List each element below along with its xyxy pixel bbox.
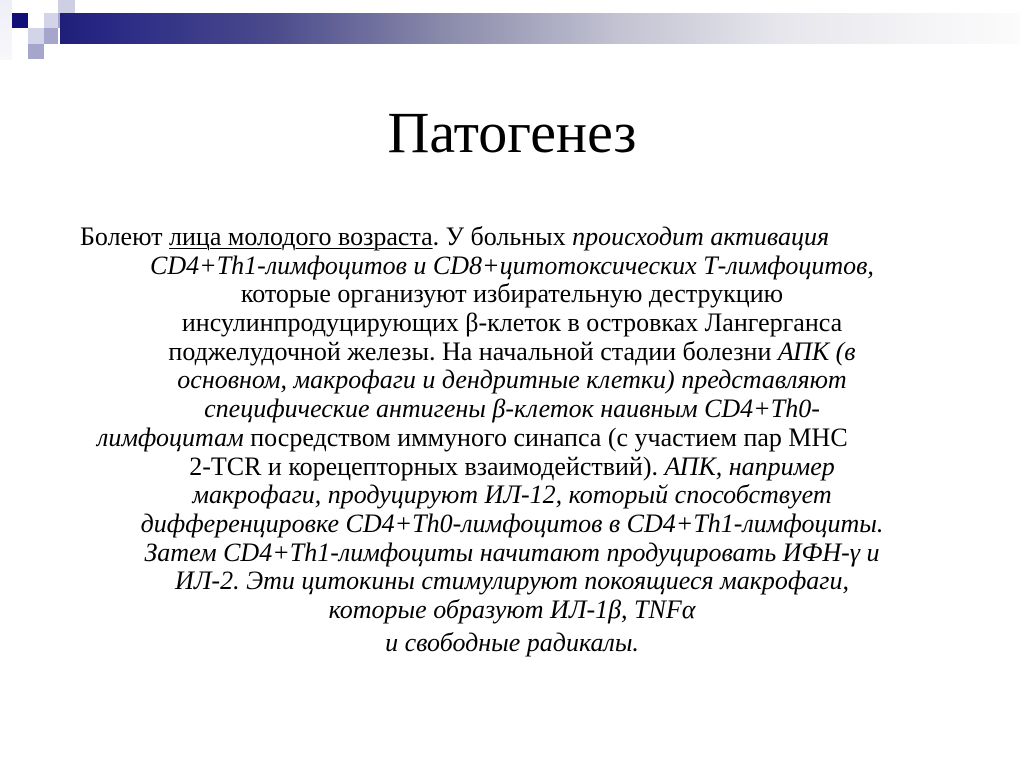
italic-phrase: Затем CD4+Th1-лимфоциты начитают продуцировать ИФН-γ и <box>144 537 880 567</box>
text-phrase: 2-TCR и корецепторных взаимодействий). <box>189 451 665 481</box>
text-phrase: . У больных <box>432 222 573 251</box>
slide-decoration <box>0 0 1024 62</box>
italic-phrase: специфические антигены β-клеток наивным CD4+Th0- <box>204 394 820 424</box>
slide-body <box>0 223 1024 657</box>
italic-phrase: дифференцировке CD4+Th0-лимфоцитов в CD4+Th1-лимфоциты. <box>140 508 884 538</box>
text-phrase: которые организуют избирательную деструкцию <box>240 279 784 309</box>
italic-phrase: происходит активация <box>572 222 830 251</box>
italic-phrase: CD4+Th1-лимфоцитов и CD8+цитотоксических Т-лимфоцитов, <box>150 250 874 280</box>
italic-phrase: и свободные радикалы. <box>385 627 639 657</box>
body-line <box>0 629 1024 658</box>
body-line <box>0 510 1024 539</box>
body-line <box>0 280 1024 309</box>
decor-square-medium-3 <box>28 44 44 59</box>
body-line <box>0 366 1024 395</box>
body-line <box>0 539 1024 568</box>
decor-square-medium-2 <box>44 28 58 44</box>
italic-phrase: АПК, например <box>664 451 835 481</box>
italic-phrase: основном, макрофаги и дендритные клетки) представляют <box>177 365 847 395</box>
body-line <box>0 309 1024 338</box>
body-line <box>0 453 1024 482</box>
body-line <box>0 223 1024 252</box>
text-phrase: инсулинпродуцирующих β-клеток в островках Лангерганса <box>181 308 843 338</box>
body-line <box>0 596 1024 625</box>
decor-square-top <box>58 0 75 13</box>
body-line <box>0 424 1024 453</box>
italic-phrase: АПК (в <box>777 336 856 366</box>
decor-square-dark <box>12 13 28 28</box>
decor-square-strip <box>0 0 12 60</box>
italic-phrase: макрофаги, продуцируют ИЛ-12, который способствует <box>192 480 832 510</box>
text-phrase: посредством иммуного синапса (с участием пар МНС <box>243 422 848 452</box>
body-line <box>0 567 1024 596</box>
body-line <box>0 395 1024 424</box>
italic-phrase: ИЛ-2. Эти цитокины стимулируют покоящиеся макрофаги, <box>175 566 849 596</box>
decor-square-light-2 <box>28 28 44 44</box>
decor-square-light <box>44 13 58 28</box>
text-phrase: поджелудочной железы. На начальной стадии болезни <box>168 336 778 366</box>
italic-phrase: лимфоцитам <box>97 422 244 452</box>
text-phrase: Болеют <box>80 222 170 251</box>
body-line <box>0 252 1024 281</box>
italic-phrase: которые образуют ИЛ-1β, TNFα <box>328 594 696 624</box>
body-line <box>0 481 1024 510</box>
header-gradient-bar <box>60 13 1020 44</box>
underlined-phrase: лица молодого возраста <box>169 222 433 251</box>
slide-title: Патогенез <box>387 100 637 165</box>
body-line <box>0 338 1024 367</box>
